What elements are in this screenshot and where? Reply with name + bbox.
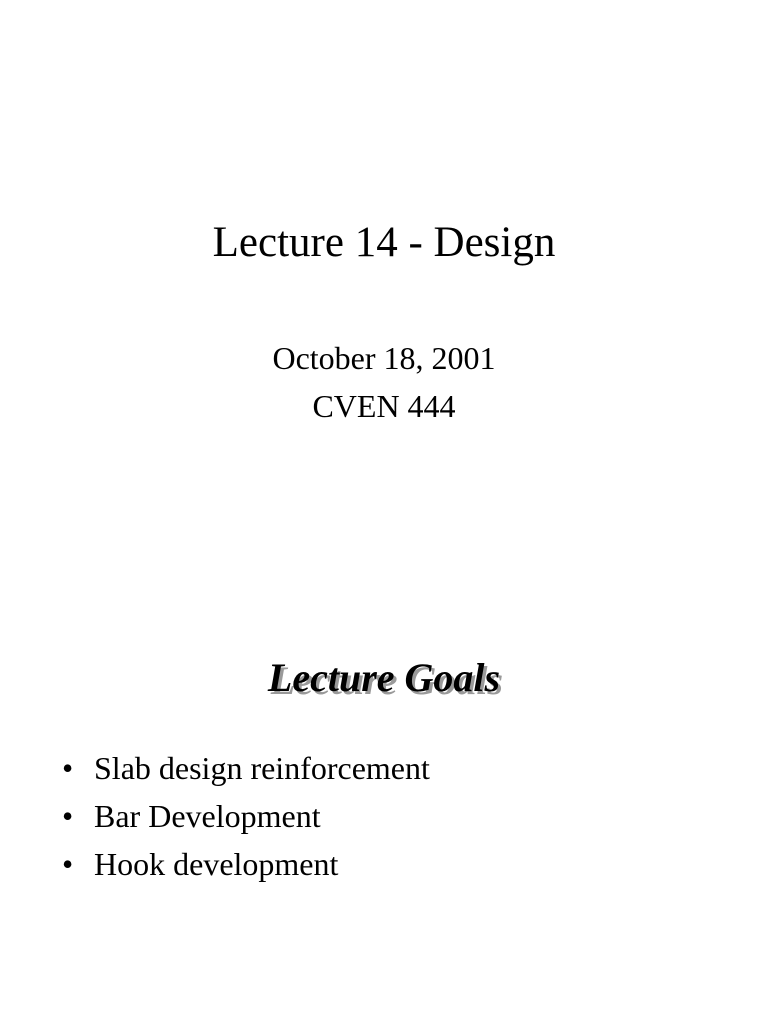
list-item <box>62 792 430 840</box>
goal-text: Bar Development <box>94 798 321 834</box>
bullet-icon: • <box>62 750 74 786</box>
list-item <box>62 744 430 792</box>
goal-text: Slab design reinforcement <box>94 750 430 786</box>
goals-slide <box>0 512 768 1024</box>
course-code: CVEN 444 <box>312 388 456 424</box>
subtitle-block <box>0 334 768 430</box>
lecture-title: Lecture 14 - Design <box>212 219 556 266</box>
bullet-icon: • <box>62 798 74 834</box>
goal-text: Hook development <box>94 846 339 882</box>
list-item <box>62 840 430 888</box>
lecture-date: October 18, 2001 <box>272 340 496 376</box>
goals-heading: Lecture Goals <box>267 655 501 700</box>
goals-list <box>62 744 430 888</box>
bullet-icon: • <box>62 846 74 882</box>
